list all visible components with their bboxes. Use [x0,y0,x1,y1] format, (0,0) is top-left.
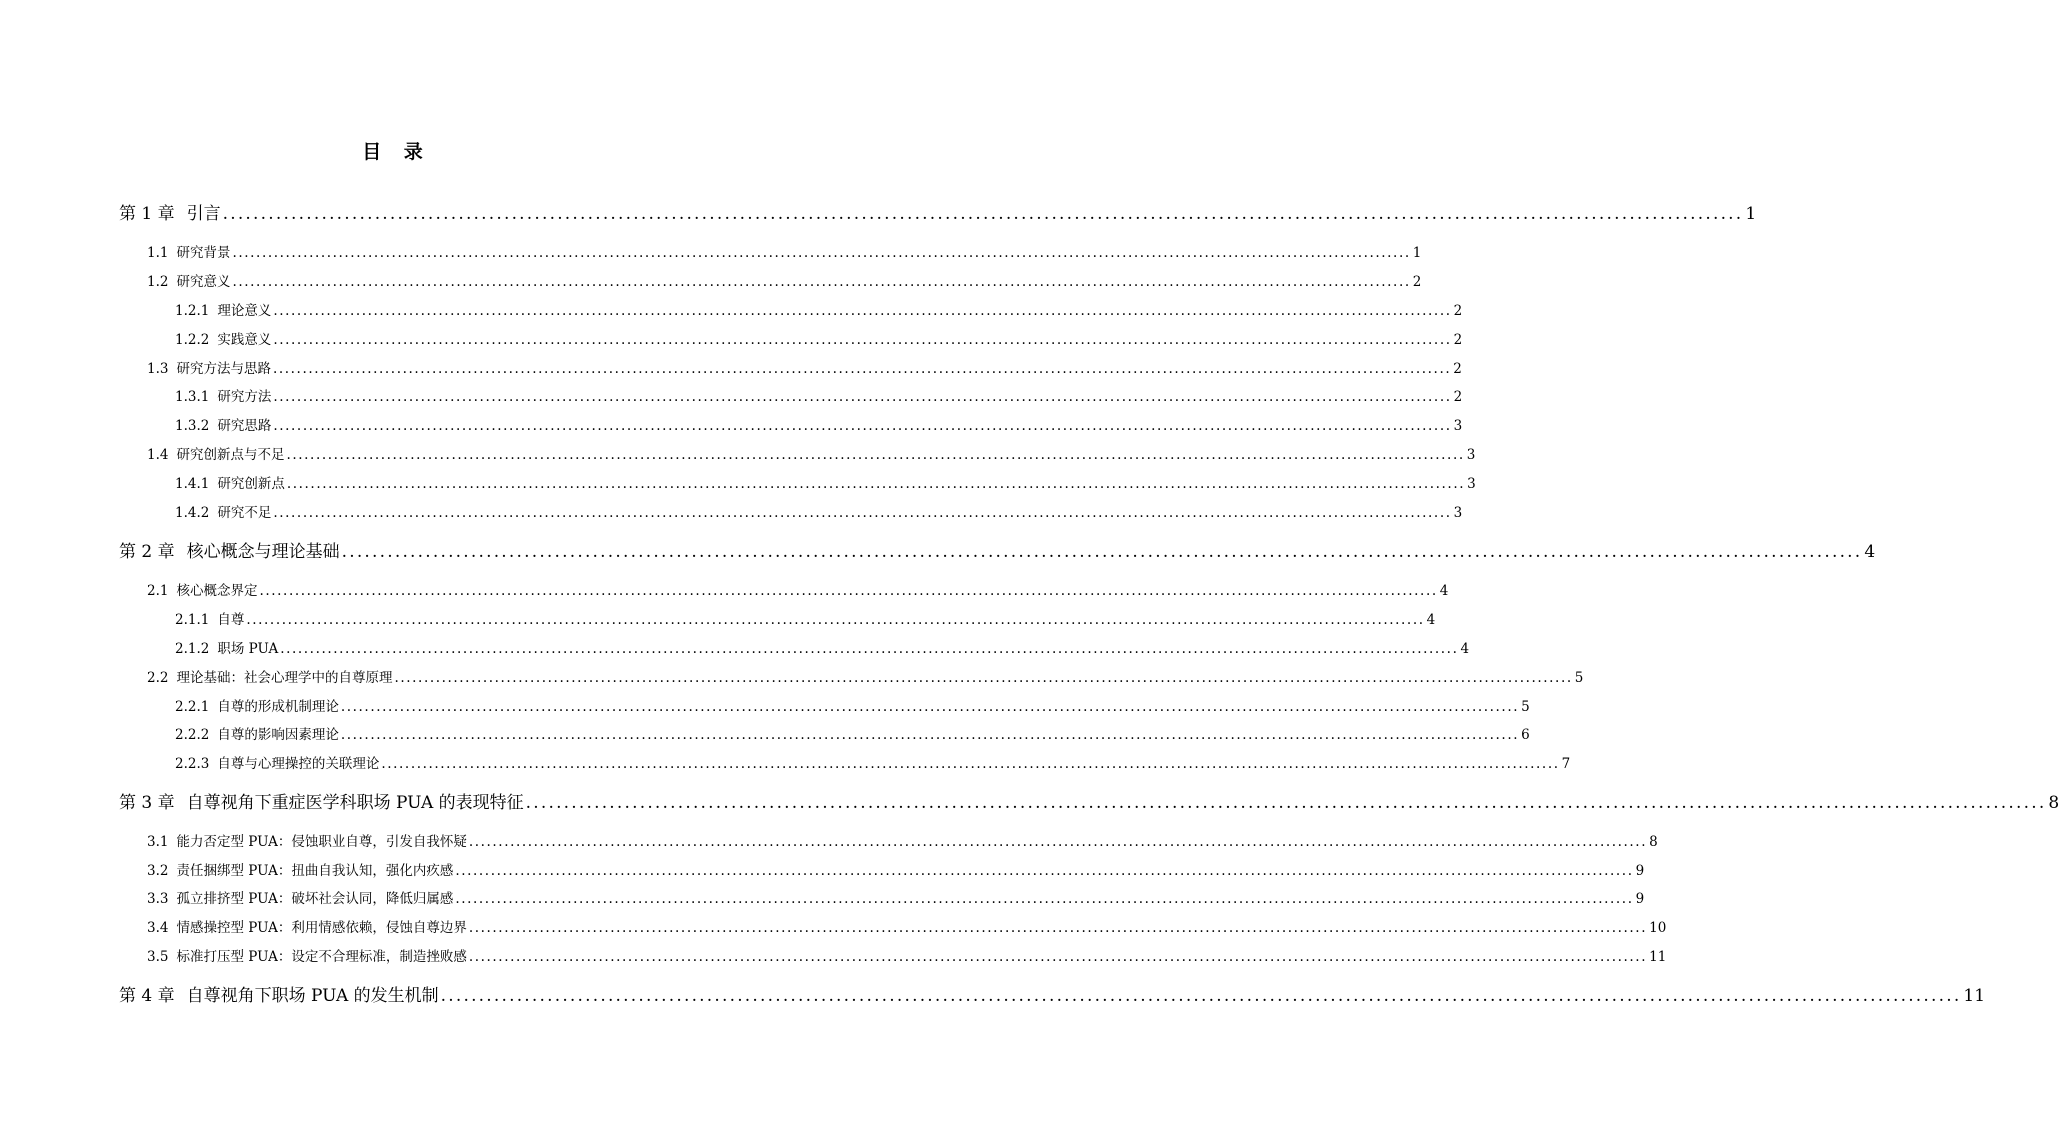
toc-page-number: 1 [1412,245,1422,261]
toc-entry-title: 自尊视角下重症医学科职场 PUA 的表现特征 [186,793,524,813]
toc-chapter-entry[interactable] [119,790,2059,816]
toc-entry-title: 理论意义 [217,303,272,319]
toc-entry-number: 第 2 章 [119,542,175,562]
toc-entry-title: 引言 [186,204,221,224]
toc-section-entry[interactable] [147,242,1422,264]
toc-dot-leader: ........................................................................................................................................................................................................ [340,699,1520,715]
toc-entry-number: 1.2.2 [175,332,210,348]
toc-section-entry[interactable] [175,300,1463,322]
toc-page-number: 7 [1561,756,1571,772]
toc-page-number: 6 [1521,727,1530,743]
toc-entry-number: 2.2.3 [175,756,210,772]
toc-dot-leader: ........................................................................................................................................................................................................ [468,920,1648,936]
toc-entry-number: 2.2.2 [175,727,210,743]
toc-section-entry[interactable] [175,724,1530,746]
toc-page-number: 3 [1453,418,1463,434]
toc-section-entry[interactable] [175,329,1463,351]
toc-page-number: 4 [1439,583,1449,599]
toc-dot-leader: ........................................................................................................................................................................................................ [525,793,2047,813]
toc-entry-number: 2.2.1 [175,699,210,715]
toc-entry-title: 研究意义 [176,274,231,290]
toc-chapter-entry[interactable] [119,983,1986,1009]
toc-entry-title: 自尊 [217,612,245,628]
toc-page-number: 11 [1963,986,1986,1006]
toc-entry-title: 责任捆绑型 PUA：扭曲自我认知，强化内疚感 [176,863,454,879]
toc-page-number: 9 [1635,863,1645,879]
toc-dot-leader: ........................................................................................................................................................................................................ [468,834,1648,850]
toc-section-entry[interactable] [175,638,1470,660]
toc-entry-title: 实践意义 [217,332,272,348]
toc-entry-number: 2.1.1 [175,612,210,628]
toc-entry-number: 2.1.2 [175,641,210,657]
toc-section-entry[interactable] [147,444,1476,466]
toc-entry-number: 3.5 [147,949,169,965]
toc-entry-number: 1.3 [147,361,169,377]
toc-section-entry[interactable] [147,358,1462,380]
toc-entry-title: 核心概念界定 [176,583,258,599]
toc-dot-leader: ........................................................................................................................................................................................................ [280,641,1459,657]
toc-entry-number: 3.2 [147,863,169,879]
toc-entry-title: 职场 PUA [217,641,279,657]
toc-entry-title: 标准打压型 PUA：设定不合理标准，制造挫败感 [176,949,467,965]
toc-entry-number: 3.4 [147,920,169,936]
toc-dot-leader: ........................................................................................................................................................................................................ [273,389,1452,405]
toc-entry-number: 2.1 [147,583,169,599]
toc-page-number: 4 [1460,641,1470,657]
toc-page-number: 10 [1649,920,1667,936]
toc-page-number: 2 [1453,332,1463,348]
toc-entry-title: 理论基础：社会心理学中的自尊原理 [176,670,393,686]
toc-section-entry[interactable] [147,271,1422,293]
toc-entry-title: 自尊的形成机制理论 [217,699,339,715]
toc-dot-leader: ........................................................................................................................................................................................................ [286,476,1466,492]
toc-entry-number: 1.4 [147,447,169,463]
toc-dot-leader: ........................................................................................................................................................................................................ [468,949,1648,965]
toc-entry-title: 研究方法与思路 [176,361,271,377]
toc-section-entry[interactable] [147,860,1645,882]
toc-entry-title: 研究思路 [217,418,272,434]
toc-section-entry[interactable] [175,502,1463,524]
toc-section-entry[interactable] [175,415,1463,437]
toc-entry-title: 自尊与心理操控的关联理论 [217,756,380,772]
toc-section-entry[interactable] [175,753,1571,775]
toc-page-number: 8 [2048,793,2059,813]
toc-section-entry[interactable] [147,917,1667,939]
toc-chapter-entry[interactable] [119,201,1757,227]
toc-entry-number: 1.4.2 [175,505,210,521]
toc-page-number: 1 [1745,204,1757,224]
toc-entry-number: 3.1 [147,834,169,850]
toc-dot-leader: ........................................................................................................................................................................................................ [455,891,1634,907]
toc-section-entry[interactable] [175,473,1476,495]
toc-dot-leader: ........................................................................................................................................................................................................ [222,204,1744,224]
toc-page-number: 4 [1864,542,1876,562]
toc-section-entry[interactable] [147,946,1667,968]
toc-entry-number: 3.3 [147,891,169,907]
toc-page-number: 2 [1453,303,1463,319]
toc-dot-leader: ........................................................................................................................................................................................................ [340,727,1520,743]
toc-entry-number: 1.2.1 [175,303,210,319]
toc-entry-title: 自尊的影响因素理论 [217,727,339,743]
toc-dot-leader: ........................................................................................................................................................................................................ [246,612,1425,628]
toc-dot-leader: ........................................................................................................................................................................................................ [273,303,1452,319]
toc-entry-number: 1.4.1 [175,476,210,492]
toc-entry-title: 自尊视角下职场 PUA 的发生机制 [186,986,439,1006]
toc-dot-leader: ........................................................................................................................................................................................................ [273,332,1452,348]
toc-page-number: 2 [1453,361,1462,377]
toc-page-number: 9 [1635,891,1645,907]
toc-page-number: 5 [1574,670,1584,686]
toc-page-number: 8 [1649,834,1658,850]
toc-page-number: 4 [1426,612,1436,628]
toc-entry-title: 研究方法 [217,389,272,405]
toc-entry-number: 2.2 [147,670,169,686]
toc-entry-number: 1.1 [147,245,169,261]
toc-dot-leader: ........................................................................................................................................................................................................ [455,863,1634,879]
toc-dot-leader: ........................................................................................................................................................................................................ [272,361,1452,377]
toc-section-entry[interactable] [147,888,1645,910]
toc-page-number: 5 [1521,699,1530,715]
toc-entry-title: 研究创新点与不足 [176,447,285,463]
toc-section-entry[interactable] [175,386,1463,408]
page-title: 目 录 [362,141,431,163]
toc-dot-leader: ........................................................................................................................................................................................................ [273,505,1452,521]
toc-entry-number: 第 4 章 [119,986,175,1006]
toc-entry-number: 1.3.2 [175,418,210,434]
toc-page-number: 11 [1649,949,1667,965]
toc-entry-title: 研究不足 [217,505,272,521]
toc-section-entry[interactable] [175,609,1436,631]
toc-dot-leader: ........................................................................................................................................................................................................ [232,274,1411,290]
toc-page-number: 3 [1466,447,1476,463]
toc-entry-number: 第 3 章 [119,793,175,813]
toc-entry-title: 研究创新点 [217,476,285,492]
toc-dot-leader: ........................................................................................................................................................................................................ [232,245,1411,261]
toc-page-number: 2 [1412,274,1422,290]
toc-entry-number: 1.2 [147,274,169,290]
toc-chapter-entry[interactable] [119,539,1876,565]
toc-dot-leader: ........................................................................................................................................................................................................ [341,542,1863,562]
toc-entry-title: 核心概念与理论基础 [186,542,340,562]
toc-dot-leader: ........................................................................................................................................................................................................ [273,418,1452,434]
toc-section-entry[interactable] [147,667,1584,689]
toc-dot-leader: ........................................................................................................................................................................................................ [286,447,1465,463]
toc-entry-title: 研究背景 [176,245,231,261]
toc-section-entry[interactable] [147,831,1658,853]
toc-dot-leader: ........................................................................................................................................................................................................ [394,670,1573,686]
toc-entry-title: 情感操控型 PUA：利用情感依赖，侵蚀自尊边界 [176,920,467,936]
toc-dot-leader: ........................................................................................................................................................................................................ [381,756,1560,772]
toc-entry-title: 能力否定型 PUA：侵蚀职业自尊，引发自我怀疑 [176,834,467,850]
toc-entry-title: 孤立排挤型 PUA：破坏社会认同，降低归属感 [176,891,454,907]
toc-entry-number: 1.3.1 [175,389,210,405]
toc-entry-number: 第 1 章 [119,204,175,224]
toc-dot-leader: ........................................................................................................................................................................................................ [440,986,1962,1006]
toc-page-number: 3 [1453,505,1463,521]
toc-dot-leader: ........................................................................................................................................................................................................ [259,583,1438,599]
toc-page-number: 2 [1453,389,1463,405]
toc-section-entry[interactable] [147,580,1449,602]
toc-section-entry[interactable] [175,696,1530,718]
toc-page-number: 3 [1467,476,1476,492]
